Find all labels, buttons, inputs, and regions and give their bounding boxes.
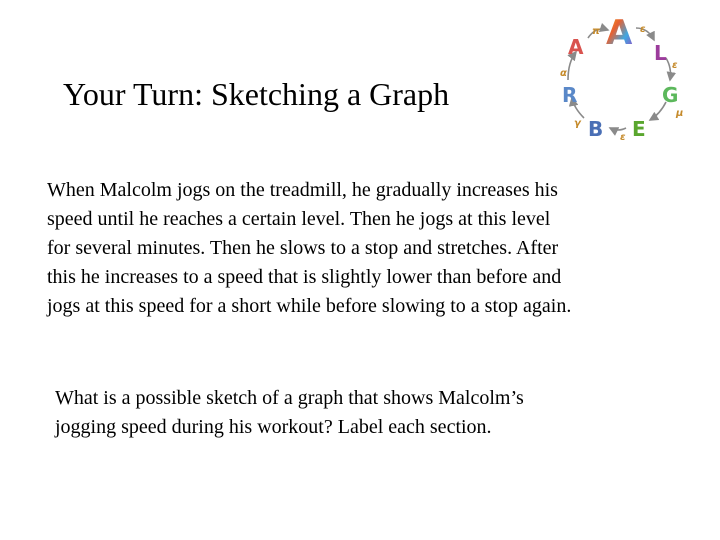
question-text: What is a possible sketch of a graph that shows Malcolm’s jogging speed during his workout? Label each section. [55, 387, 524, 438]
svg-text:ε: ε [640, 24, 646, 35]
slide-title: Your Turn: Sketching a Graph [63, 76, 450, 112]
logo-letter-e: E [632, 117, 646, 141]
svg-text:ε: ε [620, 132, 626, 143]
logo-letter-b: B [588, 117, 604, 141]
algebra-cycle-logo-icon [548, 10, 690, 146]
svg-text:μ: μ [676, 108, 684, 119]
logo-letter-r: R [562, 83, 578, 107]
svg-text:ε: ε [672, 60, 678, 71]
logo-letter-a: A [568, 35, 584, 59]
logo-letter-l: L [654, 41, 667, 65]
svg-text:π: π [592, 26, 600, 37]
svg-text:α: α [560, 68, 567, 79]
logo-letter-big-a: A [606, 13, 633, 53]
problem-paragraph: When Malcolm jogs on the treadmill, he gradually increases his speed until he reaches a certain level. Then he jogs at this level for several minutes. Then he slows to a stop and stretches. After this he increases to a speed that is slightly lower than before and jogs at this speed for a short while before slowing to a stop again. [47, 179, 572, 317]
logo-letter-g: G [662, 83, 679, 107]
svg-text:γ: γ [574, 118, 581, 129]
